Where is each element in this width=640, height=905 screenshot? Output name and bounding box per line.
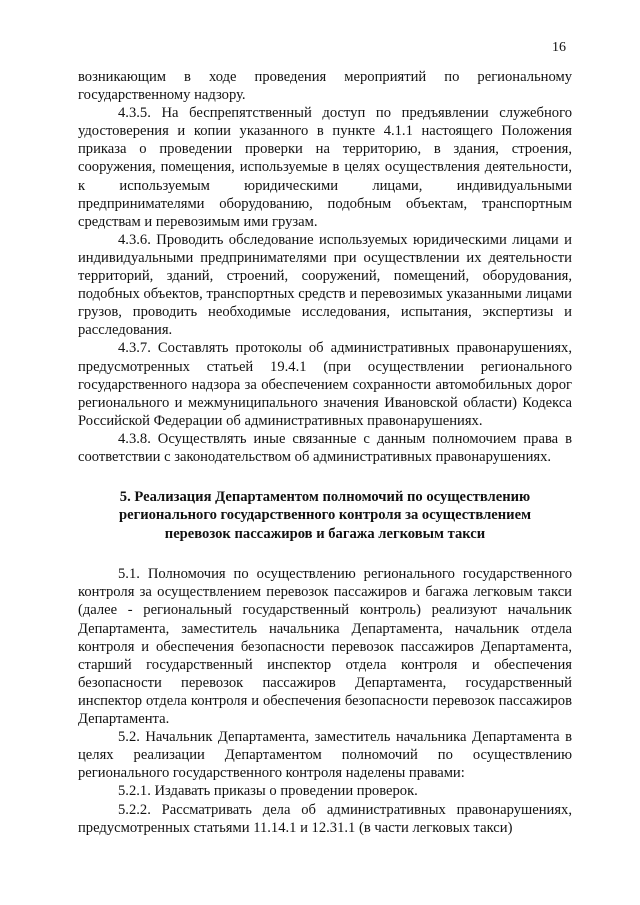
document-body xyxy=(78,68,572,837)
paragraph-4-3-8: 4.3.8. Осуществлять иные связанные с данным полномочием права в соответствии с законодательством об административных правонарушениях. xyxy=(78,430,572,465)
paragraph-4-3-7: 4.3.7. Составлять протоколы об административных правонарушениях, предусмотренных статьей 19.4.1 (при осуществлении регионального государственного надзора за обеспечением сохранности автомобильных дорог регионального и межмуниципального значения Ивановской области) Кодекса Российской Федерации об административных правонарушениях. xyxy=(78,340,572,429)
section-heading-line: 5. Реализация Департаментом полномочий по осуществлению xyxy=(119,489,531,506)
paragraph-4-3-6: 4.3.6. Проводить обследование используемых юридическими лицами и индивидуальными предпринимателями при осуществлении их деятельности территорий, зданий, строений, сооружений, помещений, оборудования, подобных объектов, транспортных средств и перевозимых указанными лицами грузов, проводить необходимые исследования, испытания, экспертизы и расследования. xyxy=(78,231,572,339)
paragraph-5-1: 5.1. Полномочия по осуществлению регионального государственного контроля за осуществлением перевозок пассажиров и багажа легковым такси (далее - региональный государственный контроль) реализуют начальник Департамента, заместитель начальника Департамента, начальник отдела контроля и обеспечения безопасности перевозок пассажиров Департамента, старший государственный инспектор отдела контроля и обеспечения безопасности перевозок пассажиров Департамента, государственный инспектор отдела контроля и обеспечения безопасности перевозок пассажиров Департамента. xyxy=(78,566,572,728)
paragraph-5-2-1: 5.2.1. Издавать приказы о проведении проверок. xyxy=(118,783,418,800)
section-heading-line: перевозок пассажиров и багажа легковым такси xyxy=(164,525,486,542)
paragraph-5-2: 5.2. Начальник Департамента, заместитель начальника Департамента в целях реализации Департаментом полномочий по осуществлению регионального государственного контроля наделены правами: xyxy=(78,729,572,782)
paragraph-4-3-5: 4.3.5. На беспрепятственный доступ по предъявлении служебного удостоверения и копии указанного в пункте 4.1.1 настоящего Положения приказа о проведении проверки на территорию, в здания, строения, сооружения, помещения, используемые в целях осуществления деятельности, к используемым юридическими лицами, индивидуальными предпринимателями оборудованию, подобным объектам, транспортным средствам и перевозимым ими грузам. xyxy=(78,105,572,230)
section-heading-line: регионального государственного контроля за осуществлением xyxy=(118,507,532,524)
paragraph-5-2-2: 5.2.2. Рассматривать дела об административных правонарушениях, предусмотренных статьями 11.14.1 и 12.31.1 (в части легковых такси) xyxy=(78,801,572,836)
paragraph-continuation: возникающим в ходе проведения мероприятий по региональному государственному надзору. xyxy=(78,69,572,104)
page-number: 16 xyxy=(552,40,566,55)
section-5-heading xyxy=(78,488,572,543)
